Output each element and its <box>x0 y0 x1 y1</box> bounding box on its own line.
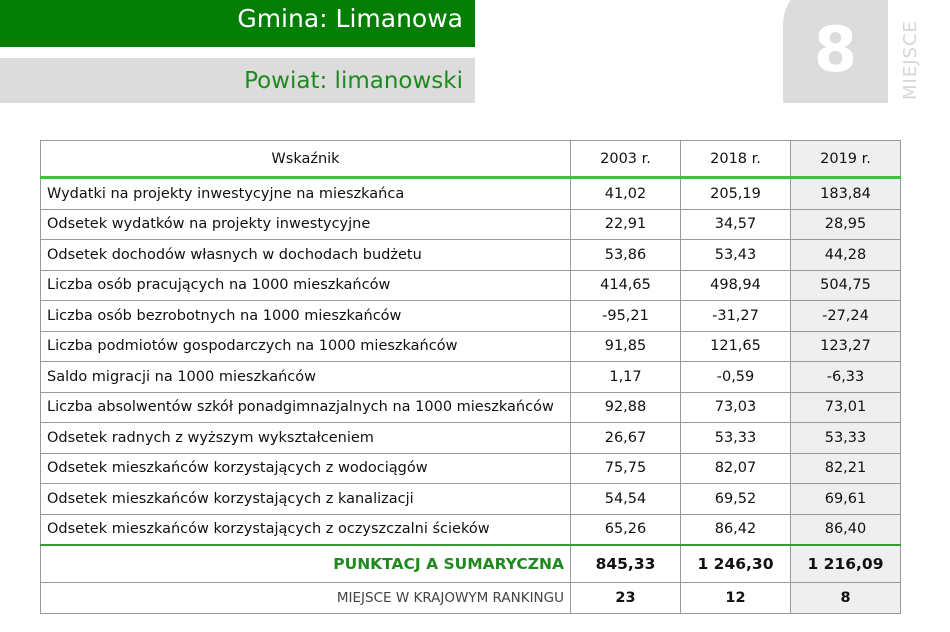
value-cell: 41,02 <box>571 178 681 210</box>
indicator-name: Odsetek mieszkańców korzystających z oczyszczalni ścieków <box>41 514 571 545</box>
indicator-name: Odsetek wydatków na projekty inwestycyjne <box>41 209 571 240</box>
indicator-name: Saldo migracji na 1000 mieszkańców <box>41 362 571 393</box>
indicators-table <box>40 140 901 614</box>
value-cell: 92,88 <box>571 392 681 423</box>
indicator-name: PUNKTACJ A SUMARYCZNA <box>41 545 571 583</box>
indicator-name: Odsetek mieszkańców korzystających z kanalizacji <box>41 484 571 515</box>
value-cell: 8 <box>791 583 901 614</box>
powiat-title: Powiat: limanowski <box>0 58 475 103</box>
table-row <box>41 514 901 545</box>
value-cell: 205,19 <box>681 178 791 210</box>
indicator-name: Liczba absolwentów szkół ponadgimnazjalnych na 1000 mieszkańców <box>41 392 571 423</box>
table-row <box>41 301 901 332</box>
value-cell: 65,26 <box>571 514 681 545</box>
value-cell: 73,01 <box>791 392 901 423</box>
value-cell: -27,24 <box>791 301 901 332</box>
value-cell: 53,86 <box>571 240 681 271</box>
indicator-name: Liczba osób bezrobotnych na 1000 mieszkańców <box>41 301 571 332</box>
table-row <box>41 423 901 454</box>
value-cell: 22,91 <box>571 209 681 240</box>
gmina-title: Gmina: Limanowa <box>0 0 475 47</box>
value-cell: 12 <box>681 583 791 614</box>
value-cell: -95,21 <box>571 301 681 332</box>
value-cell: 1,17 <box>571 362 681 393</box>
value-cell: 498,94 <box>681 270 791 301</box>
header-2018: 2018 r. <box>681 141 791 178</box>
value-cell: 54,54 <box>571 484 681 515</box>
value-cell: 183,84 <box>791 178 901 210</box>
place-number: 8 <box>783 0 888 103</box>
header-2019: 2019 r. <box>791 141 901 178</box>
table-row <box>41 362 901 393</box>
table-row <box>41 484 901 515</box>
indicator-name: Liczba osób pracujących na 1000 mieszkańców <box>41 270 571 301</box>
header-indicator: Wskaźnik <box>41 141 571 178</box>
value-cell: 53,33 <box>681 423 791 454</box>
value-cell: 86,40 <box>791 514 901 545</box>
value-cell: 53,43 <box>681 240 791 271</box>
value-cell: 44,28 <box>791 240 901 271</box>
indicator-name: Wydatki na projekty inwestycyjne na mieszkańca <box>41 178 571 210</box>
value-cell: -6,33 <box>791 362 901 393</box>
value-cell: 73,03 <box>681 392 791 423</box>
value-cell: 69,61 <box>791 484 901 515</box>
value-cell: 1 216,09 <box>791 545 901 583</box>
value-cell: 75,75 <box>571 453 681 484</box>
value-cell: 82,07 <box>681 453 791 484</box>
value-cell: 504,75 <box>791 270 901 301</box>
value-cell: 86,42 <box>681 514 791 545</box>
table-row <box>41 453 901 484</box>
table-header <box>41 141 901 178</box>
value-cell: -0,59 <box>681 362 791 393</box>
value-cell: 34,57 <box>681 209 791 240</box>
indicator-name: Liczba podmiotów gospodarczych na 1000 mieszkańców <box>41 331 571 362</box>
value-cell: 414,65 <box>571 270 681 301</box>
table-row <box>41 583 901 614</box>
table-row <box>41 545 901 583</box>
place-label: MIEJSCE <box>900 20 921 100</box>
table-row <box>41 331 901 362</box>
value-cell: 23 <box>571 583 681 614</box>
table-row <box>41 240 901 271</box>
value-cell: 28,95 <box>791 209 901 240</box>
value-cell: -31,27 <box>681 301 791 332</box>
table-row <box>41 392 901 423</box>
value-cell: 26,67 <box>571 423 681 454</box>
indicator-name: Odsetek dochodów własnych w dochodach budżetu <box>41 240 571 271</box>
table-row <box>41 209 901 240</box>
indicator-name: Odsetek mieszkańców korzystających z wodociągów <box>41 453 571 484</box>
value-cell: 82,21 <box>791 453 901 484</box>
value-cell: 91,85 <box>571 331 681 362</box>
indicator-name: Odsetek radnych z wyższym wykształceniem <box>41 423 571 454</box>
value-cell: 123,27 <box>791 331 901 362</box>
value-cell: 121,65 <box>681 331 791 362</box>
header-2003: 2003 r. <box>571 141 681 178</box>
table-row <box>41 270 901 301</box>
value-cell: 845,33 <box>571 545 681 583</box>
value-cell: 53,33 <box>791 423 901 454</box>
value-cell: 69,52 <box>681 484 791 515</box>
table-row <box>41 178 901 210</box>
value-cell: 1 246,30 <box>681 545 791 583</box>
indicator-name: MIEJSCE W KRAJOWYM RANKINGU <box>41 583 571 614</box>
